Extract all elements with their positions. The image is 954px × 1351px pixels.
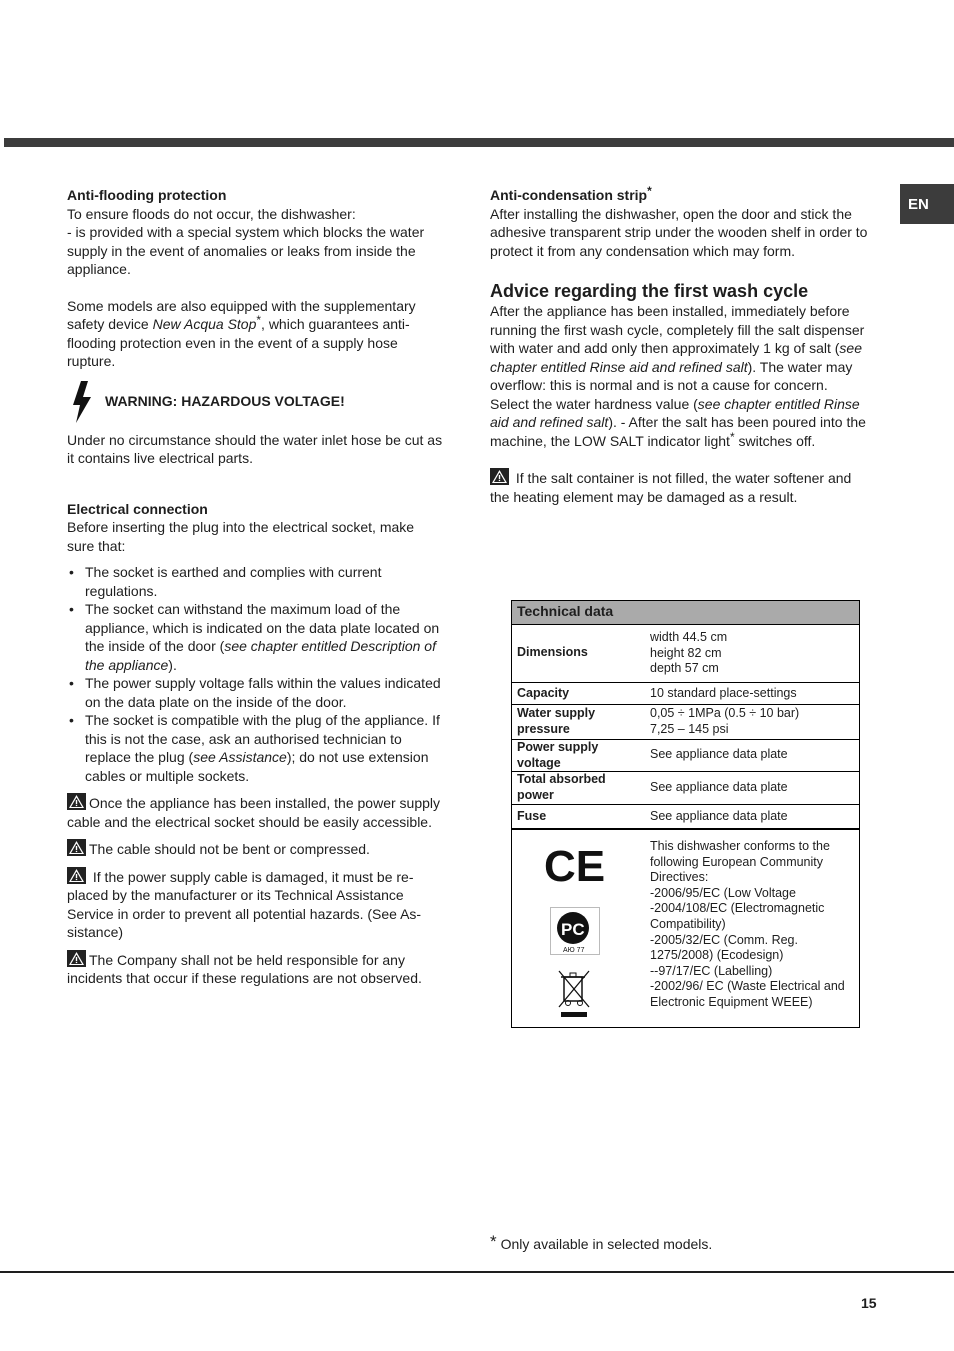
top-divider-bar — [4, 138, 954, 147]
pct-mark-letters: PC — [561, 920, 585, 939]
acqua-stop-text-a: Some models are also equipped with the supplementary safety device — [67, 297, 416, 332]
absorbed-power-value: See appliance data plate — [650, 780, 788, 794]
note-text: If the salt container is not filled, the water softener and the heating element may be damaged as a result. — [490, 470, 852, 505]
list-item-italic: see chapter entitled Description of the appliance — [85, 638, 436, 673]
fuse-value: See appliance data plate — [650, 809, 788, 823]
table-row — [512, 683, 859, 705]
note-text: If the power supply cable is damaged, it must be re-placed by the manufacturer or its Technical Assistance Service in order to prevent all potential hazards. (See As-sistance) — [67, 868, 422, 940]
left-column — [67, 186, 445, 988]
table-row — [512, 805, 859, 830]
warning-title: WARNING: HAZARDOUS VOLTAGE! — [105, 393, 345, 410]
list-item-text: The socket is compatible with the plug of the appliance. If this is not the case, ask an authorised technician to replace the plug ( — [85, 712, 440, 765]
acqua-stop-text-b: , which guarantees anti-flooding protection even in the event of a supply hose rupture. — [67, 316, 410, 369]
warning-triangle-icon — [67, 950, 86, 967]
note-salt — [490, 468, 870, 506]
absorbed-power-label: Total absorbed power — [517, 772, 606, 802]
anti-condensation-text: After installing the dishwasher, open the door and stick the adhesive transparent strip under the wooden shelf in order to protect it from any condensation which may form. — [490, 205, 868, 259]
table-row — [512, 772, 859, 805]
dimensions-value: width 44.5 cm height 82 cm depth 57 cm — [650, 630, 728, 675]
warning-row — [67, 379, 445, 425]
acqua-stop-name: New Acqua Stop — [152, 316, 257, 332]
first-wash-ref-2: see chapter entitled Rinse aid and refined salt — [490, 395, 860, 430]
list-item-text: The socket can withstand the maximum load of the appliance, which is indicated on the data plate located on the inside of the door ( — [85, 601, 440, 654]
note-text: Once the appliance has been installed, the power supply cable and the electrical socket should be easily accessible. — [67, 795, 441, 830]
ce-mark-icon — [544, 842, 606, 891]
electrical-checklist — [67, 563, 445, 785]
first-wash-text — [490, 302, 870, 450]
dimensions-label: Dimensions — [517, 645, 588, 659]
list-item-text: ); do not use extension cables or multiple sockets. — [85, 749, 429, 784]
lightning-bolt-icon — [67, 379, 97, 425]
water-pressure-value: 0,05 ÷ 1MPa (0.5 ÷ 10 bar) 7,25 – 145 psi — [650, 706, 800, 736]
footnote-text: Only available in selected models. — [500, 1236, 713, 1252]
first-wash-ref-1: see chapter entitled Rinse aid and refined salt — [490, 340, 862, 375]
list-item: • The power supply voltage falls within the values indicated on the data plate on the inside of the door. — [67, 674, 445, 711]
table-row — [512, 705, 859, 740]
language-tab: EN — [900, 184, 954, 224]
list-item-italic: see Assistance — [193, 749, 287, 765]
directives-text: This dishwasher conforms to the following European Community Directives: -2006/95/EC (Low Voltage -2004/108/EC (Electromagnetic Compatibility) -2005/32/EC (Comm. Reg. 1275/2008) (Ecodesign) --97/17/EC (Labelling) -2002/96/ EC (Waste Electrical and Electronic Equipment WEEE) — [650, 839, 845, 1009]
footnote — [490, 1232, 712, 1252]
voltage-label: Power supply voltage — [517, 740, 599, 770]
electrical-connection-heading: Electrical connection — [67, 500, 208, 517]
technical-data-title: Technical data — [512, 601, 859, 625]
voltage-value: See appliance data plate — [650, 747, 788, 761]
first-wash-heading: Advice regarding the first wash cycle — [490, 281, 809, 301]
note-text: The cable should not be bent or compressed. — [89, 841, 370, 857]
pct-mark-graphic — [551, 908, 599, 954]
first-wash-text-c: ). - After the salt has been poured into the machine, the LOW SALT indicator light — [490, 414, 866, 449]
pct-mark-icon — [550, 907, 600, 955]
list-item: • The socket is earthed and complies with current regulations. — [67, 563, 445, 600]
warning-triangle-icon — [67, 867, 86, 884]
anti-flooding-text: To ensure floods do not occur, the dishwasher: - is provided with a special system which blocks the water supply in the event of anomalies or leaks from inside the appliance. — [67, 205, 425, 277]
footnote-asterisk: * — [490, 1232, 497, 1251]
water-pressure-label: Water supply pressure — [517, 706, 596, 736]
asterisk-mark: * — [256, 313, 262, 327]
note-liability — [67, 950, 445, 988]
table-row — [512, 625, 859, 683]
pct-mark-code: АЮ 77 — [563, 947, 585, 954]
first-wash-text-b: ). The water may overflow: this is normal and is not a cause for concern. Select the water hardness value ( — [490, 358, 853, 412]
table-row — [512, 740, 859, 772]
acqua-stop-text — [67, 297, 445, 371]
electrical-intro: Before inserting the plug into the electrical socket, make sure that: — [67, 519, 415, 554]
fuse-label: Fuse — [517, 809, 547, 823]
asterisk-mark: * — [729, 429, 735, 444]
warning-triangle-icon — [490, 468, 509, 485]
note-accessible — [67, 793, 445, 831]
list-item — [67, 600, 445, 674]
technical-data-table — [511, 600, 860, 1028]
anti-condensation-heading — [490, 186, 870, 205]
ce-mark-text: CE — [544, 842, 606, 891]
first-wash-text-d: switches off. — [734, 432, 816, 449]
list-item-text: ). — [168, 656, 177, 673]
first-wash-text-a: After the appliance has been installed, immediately before running the first wash cycle, completely fill the salt dispenser with water and add only then approximately 1 kg of salt ( — [490, 303, 865, 356]
note-cable — [67, 839, 445, 859]
capacity-label: Capacity — [517, 686, 570, 700]
note-text: The Company shall not be held responsible for any incidents that occur if these regulations are not observed. — [67, 951, 422, 986]
page-number: 15 — [861, 1295, 877, 1311]
note-damaged-cable — [67, 867, 445, 942]
warning-triangle-icon — [67, 793, 86, 810]
capacity-value: 10 standard place-settings — [650, 686, 797, 700]
anti-flooding-heading: Anti-flooding protection — [67, 187, 227, 203]
list-item — [67, 711, 445, 785]
anti-condensation-title: Anti-condensation strip — [490, 187, 648, 203]
weee-bin-icon — [556, 969, 592, 1019]
bottom-divider — [0, 1271, 954, 1273]
right-column — [490, 186, 870, 506]
warning-triangle-icon — [67, 839, 86, 856]
warning-text: Under no circumstance should the water inlet hose be cut as it contains live electrical parts. — [67, 431, 443, 466]
asterisk-mark: * — [647, 184, 652, 198]
